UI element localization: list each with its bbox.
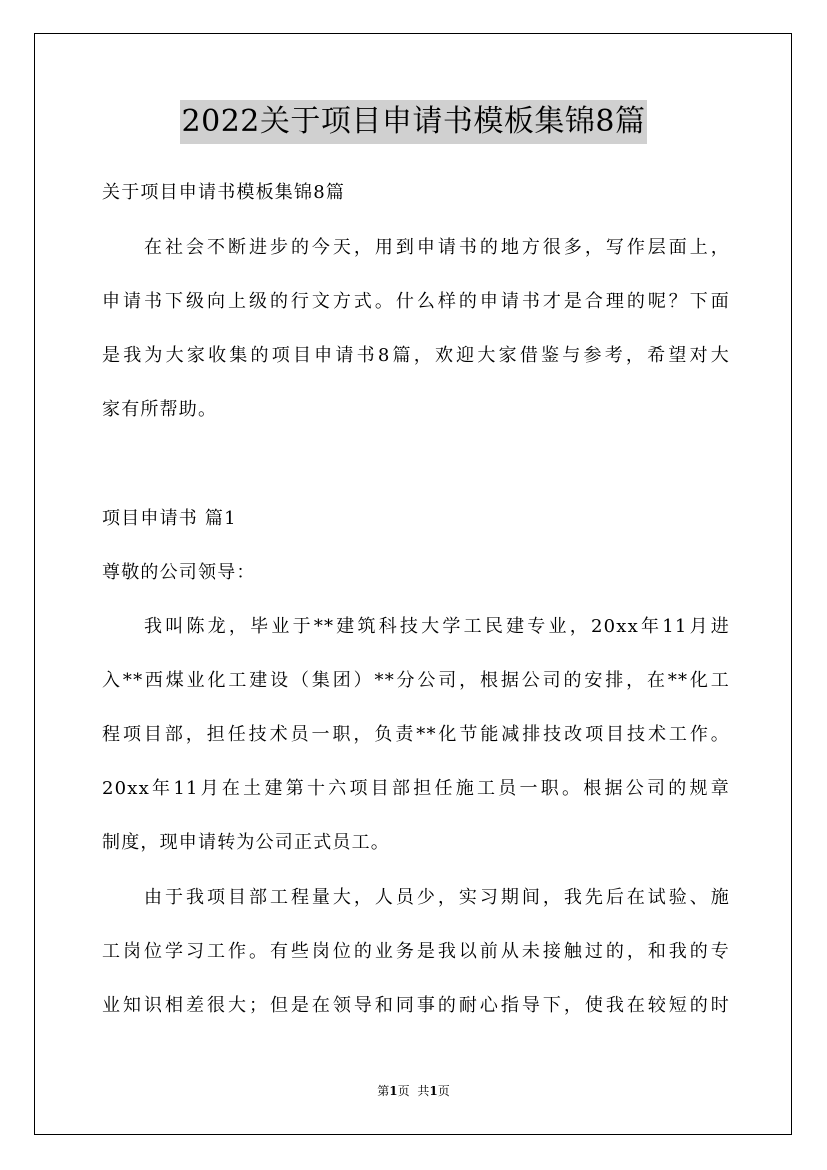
paragraph2-line-2: 工岗位学习工作。有些岗位的业务是我以前从未接触过的，和我的专 xyxy=(102,941,730,962)
section-heading: 项目申请书 篇1 xyxy=(102,508,237,529)
title-container xyxy=(0,100,827,144)
page-number: 1 xyxy=(389,1084,398,1098)
page-suffix: 页 xyxy=(397,1084,410,1098)
intro-line-4: 家有所帮助。 xyxy=(102,399,218,420)
paragraph2-line-3: 业知识相差很大；但是在领导和同事的耐心指导下，使我在较短的时 xyxy=(102,995,730,1016)
document-subtitle: 关于项目申请书模板集锦8篇 xyxy=(102,182,346,203)
document-title: 2022关于项目申请书模板集锦8篇 xyxy=(180,100,648,144)
paragraph1-line-5: 制度，现申请转为公司正式员工。 xyxy=(102,832,390,853)
total-suffix: 页 xyxy=(437,1084,450,1098)
paragraph1-line-3: 程项目部，担任技术员一职，负责**化节能减排技改项目技术工作。 xyxy=(102,724,730,745)
total-prefix: 共 xyxy=(417,1084,430,1098)
page-footer xyxy=(0,1083,827,1099)
paragraph1-line-1: 我叫陈龙，毕业于**建筑科技大学工民建专业，20xx年11月进 xyxy=(144,616,730,637)
paragraph1-line-2: 入**西煤业化工建设（集团）**分公司，根据公司的安排，在**化工 xyxy=(102,670,730,691)
total-pages: 1 xyxy=(429,1084,438,1098)
salutation: 尊敬的公司领导： xyxy=(102,562,256,583)
intro-line-3: 是我为大家收集的项目申请书8篇，欢迎大家借鉴与参考，希望对大 xyxy=(102,345,730,366)
paragraph1-line-4: 20xx年11月在土建第十六项目部担任施工员一职。根据公司的规章 xyxy=(102,778,730,799)
paragraph2-line-1: 由于我项目部工程量大，人员少，实习期间，我先后在试验、施 xyxy=(144,887,730,908)
intro-line-2: 申请书下级向上级的行文方式。什么样的申请书才是合理的呢？下面 xyxy=(102,291,730,312)
intro-line-1: 在社会不断进步的今天，用到申请书的地方很多，写作层面上， xyxy=(144,237,730,258)
page-prefix: 第 xyxy=(377,1084,390,1098)
